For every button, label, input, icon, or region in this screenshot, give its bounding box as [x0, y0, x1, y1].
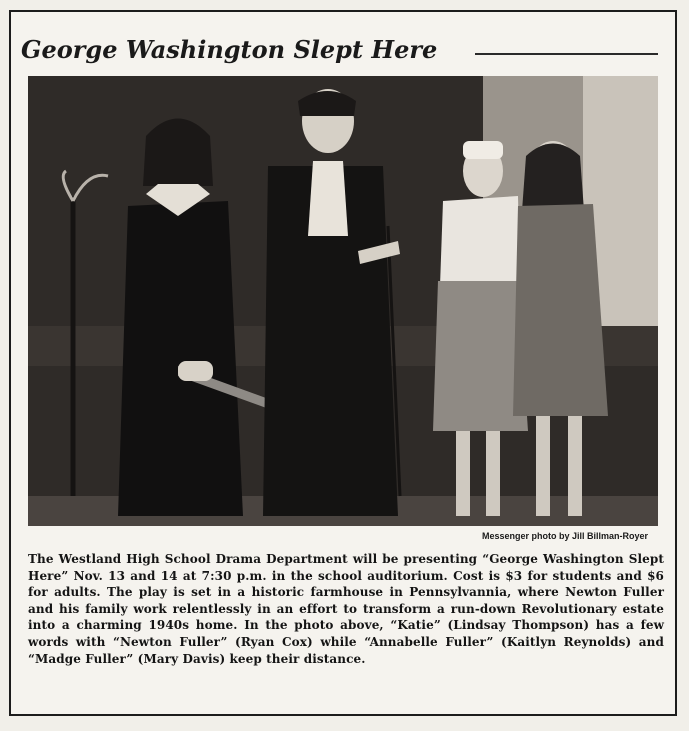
article-photo: [28, 76, 658, 526]
stage-photo-illustration: [28, 76, 658, 526]
article-headline: George Washington Slept Here: [21, 35, 438, 64]
newspaper-clipping: [9, 10, 677, 716]
headline-rule: [475, 53, 658, 55]
article-body: The Westland High School Drama Department will be presenting “George Washington Slept Here” Nov. 13 and 14 at 7:30 p.m. in the school auditorium. Cost is $3 for students and $6 for adults. The play is set in a historic farmhouse in Pennsylvannia, where Newton Fuller and his family work relentlessly in an effort to transform a run-down Revolutionary estate into a charming 1940s home. In the photo above, “Katie” (Lindsay Thompson) has a few words with “Newton Fuller” (Ryan Cox) while “Annabelle Fuller” (Kaitlyn Reynolds) and “Madge Fuller” (Mary Davis) keep their distance.: [28, 552, 664, 666]
headline-row: [21, 34, 651, 66]
photo-credit: Messenger photo by Jill Billman-Royer: [481, 531, 648, 541]
